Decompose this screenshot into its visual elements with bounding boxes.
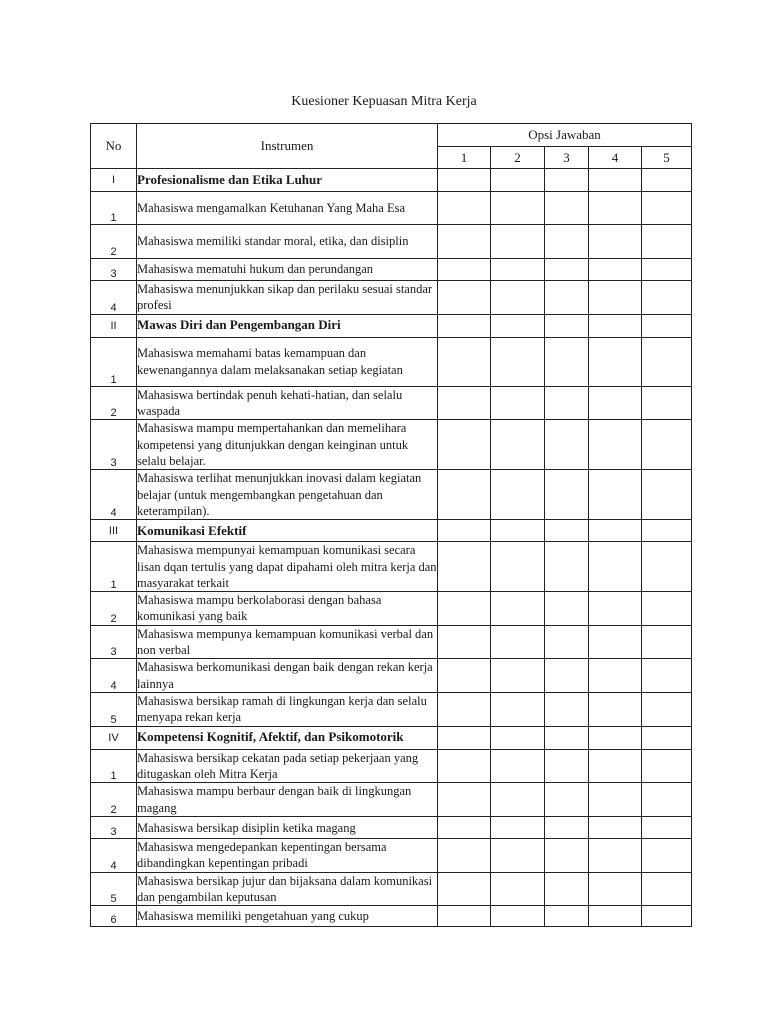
table-row: [91, 749, 692, 783]
item-text: Mahasiswa mampu berbaur dengan baik di lingkungan magang: [137, 783, 438, 817]
answer-cell-2[interactable]: [491, 839, 545, 873]
item-number: 5: [91, 872, 137, 906]
item-number: 3: [91, 259, 137, 281]
item-text: Mahasiswa menunjukkan sikap dan perilaku sesuai standar profesi: [137, 281, 438, 315]
header-opsi-jawaban: Opsi Jawaban: [438, 124, 692, 147]
answer-cell-2[interactable]: [491, 592, 545, 626]
answer-cell-1[interactable]: [438, 906, 491, 927]
answer-cell-4[interactable]: [589, 625, 642, 659]
answer-cell-4[interactable]: [589, 592, 642, 626]
answer-cell-4[interactable]: [589, 225, 642, 259]
item-number: 2: [91, 225, 137, 259]
header-option-2: 2: [491, 147, 545, 169]
table-row: [91, 906, 692, 927]
document-title: Kuesioner Kepuasan Mitra Kerja: [291, 94, 477, 109]
answer-cell-4[interactable]: [589, 386, 642, 420]
answer-cell-4: [589, 314, 642, 337]
table-row: [91, 470, 692, 520]
table-row: [91, 659, 692, 693]
answer-cell-3[interactable]: [545, 592, 589, 626]
answer-cell-1[interactable]: [438, 625, 491, 659]
answer-cell-4: [589, 169, 642, 192]
table-row: [91, 259, 692, 281]
section-title: Komunikasi Efektif: [137, 520, 438, 542]
answer-cell-5: [642, 314, 692, 337]
answer-cell-3[interactable]: [545, 906, 589, 927]
item-text: Mahasiswa bersikap cekatan pada setiap pekerjaan yang ditugaskan oleh Mitra Kerja: [137, 749, 438, 783]
table-row: [91, 625, 692, 659]
answer-cell-4: [589, 520, 642, 542]
section-number: II: [91, 314, 137, 337]
answer-cell-3[interactable]: [545, 225, 589, 259]
answer-cell-3[interactable]: [545, 192, 589, 225]
answer-cell-4[interactable]: [589, 337, 642, 386]
section-number: III: [91, 520, 137, 542]
answer-cell-4: [589, 726, 642, 749]
table-row: [91, 839, 692, 873]
answer-cell-4[interactable]: [589, 783, 642, 817]
item-text: Mahasiswa mematuhi hukum dan perundangan: [137, 259, 438, 281]
answer-cell-4[interactable]: [589, 259, 642, 281]
answer-cell-5[interactable]: [642, 470, 692, 520]
item-text: Mahasiswa mampu berkolaborasi dengan bahasa komunikasi yang baik: [137, 592, 438, 626]
answer-cell-5[interactable]: [642, 692, 692, 726]
item-text: Mahasiswa mampu mempertahankan dan memelihara kompetensi yang ditunjukkan dengan keinginan untuk selalu belajar.: [137, 420, 438, 470]
header-option-4: 4: [589, 147, 642, 169]
answer-cell-3[interactable]: [545, 337, 589, 386]
item-number: 4: [91, 659, 137, 693]
answer-cell-4[interactable]: [589, 281, 642, 315]
answer-cell-5[interactable]: [642, 281, 692, 315]
section-row: [91, 726, 692, 749]
answer-cell-1[interactable]: [438, 783, 491, 817]
table-row: [91, 386, 692, 420]
item-text: Mahasiswa bersikap jujur dan bijaksana dalam komunikasi dan pengambilan keputusan: [137, 872, 438, 906]
answer-cell-1[interactable]: [438, 225, 491, 259]
table-row: [91, 692, 692, 726]
answer-cell-4[interactable]: [589, 839, 642, 873]
answer-cell-3: [545, 314, 589, 337]
answer-cell-4[interactable]: [589, 749, 642, 783]
answer-cell-1[interactable]: [438, 337, 491, 386]
header-option-3: 3: [545, 147, 589, 169]
answer-cell-4[interactable]: [589, 906, 642, 927]
item-text: Mahasiswa memiliki pengetahuan yang cukup: [137, 906, 438, 927]
item-number: 6: [91, 906, 137, 927]
answer-cell-3[interactable]: [545, 386, 589, 420]
table-row: [91, 192, 692, 225]
answer-cell-1[interactable]: [438, 420, 491, 470]
answer-cell-5[interactable]: [642, 749, 692, 783]
answer-cell-3[interactable]: [545, 281, 589, 315]
answer-cell-4[interactable]: [589, 872, 642, 906]
item-text: Mahasiswa mempunyai kemampuan komunikasi secara lisan dqan tertulis yang dapat dipahami oleh mitra kerja dan masyarakat terkait: [137, 543, 437, 590]
section-title: Profesionalisme dan Etika Luhur: [137, 169, 438, 192]
item-text: Mahasiswa mempunya kemampuan komunikasi verbal dan non verbal: [137, 625, 438, 659]
item-number: 1: [91, 337, 137, 386]
answer-cell-2[interactable]: [491, 817, 545, 839]
answer-cell-5[interactable]: [642, 817, 692, 839]
answer-cell-1[interactable]: [438, 542, 491, 592]
answer-cell-4[interactable]: [589, 659, 642, 693]
header-option-1: 1: [438, 147, 491, 169]
answer-cell-5[interactable]: [642, 592, 692, 626]
item-number: 2: [91, 783, 137, 817]
item-number: 5: [91, 692, 137, 726]
answer-cell-1[interactable]: [438, 659, 491, 693]
answer-cell-2: [491, 169, 545, 192]
answer-cell-5[interactable]: [642, 192, 692, 225]
answer-cell-1[interactable]: [438, 749, 491, 783]
answer-cell-2[interactable]: [491, 783, 545, 817]
answer-cell-1[interactable]: [438, 192, 491, 225]
answer-cell-1[interactable]: [438, 470, 491, 520]
answer-cell-2: [491, 314, 545, 337]
answer-cell-3[interactable]: [545, 542, 589, 592]
questionnaire-table: [90, 123, 692, 927]
answer-cell-3[interactable]: [545, 659, 589, 693]
item-number: 2: [91, 592, 137, 626]
answer-cell-4[interactable]: [589, 420, 642, 470]
answer-cell-5[interactable]: [642, 839, 692, 873]
table-row: [91, 337, 692, 386]
item-number: 1: [91, 192, 137, 225]
answer-cell-2: [491, 726, 545, 749]
answer-cell-3: [545, 520, 589, 542]
answer-cell-4[interactable]: [589, 470, 642, 520]
item-text: Mahasiswa mengedepankan kepentingan bersama dibandingkan kepentingan pribadi: [137, 839, 438, 873]
header-instrumen: Instrumen: [137, 124, 438, 169]
answer-cell-3[interactable]: [545, 692, 589, 726]
answer-cell-5: [642, 726, 692, 749]
table-row: [91, 817, 692, 839]
answer-cell-5: [642, 169, 692, 192]
table-row: [91, 542, 692, 592]
section-row: [91, 314, 692, 337]
answer-cell-1[interactable]: [438, 692, 491, 726]
answer-cell-2[interactable]: [491, 625, 545, 659]
answer-cell-2[interactable]: [491, 420, 545, 470]
answer-cell-1[interactable]: [438, 839, 491, 873]
answer-cell-5[interactable]: [642, 337, 692, 386]
answer-cell-1[interactable]: [438, 872, 491, 906]
item-text: Mahasiswa bertindak penuh kehati-hatian, dan selalu waspada: [137, 386, 438, 420]
answer-cell-1[interactable]: [438, 281, 491, 315]
answer-cell-5[interactable]: [642, 872, 692, 906]
answer-cell-3: [545, 169, 589, 192]
answer-cell-3[interactable]: [545, 783, 589, 817]
answer-cell-2: [491, 520, 545, 542]
answer-cell-2[interactable]: [491, 906, 545, 927]
answer-cell-1: [438, 169, 491, 192]
table-row: [91, 872, 692, 906]
item-number: 4: [91, 281, 137, 315]
answer-cell-4[interactable]: [589, 692, 642, 726]
answer-cell-2[interactable]: [491, 692, 545, 726]
answer-cell-5: [642, 520, 692, 542]
answer-cell-1: [438, 520, 491, 542]
answer-cell-3[interactable]: [545, 749, 589, 783]
item-number: 1: [91, 749, 137, 783]
section-number: I: [91, 169, 137, 192]
table-row: [91, 420, 692, 470]
item-text: Mahasiswa terlihat menunjukkan inovasi dalam kegiatan belajar (untuk mengembangkan pengetahuan dan keterampilan).: [137, 470, 438, 520]
section-title: Kompetensi Kognitif, Afektif, dan Psikomotorik: [137, 726, 438, 749]
header-no: No: [91, 124, 137, 169]
item-text: Mahasiswa memiliki standar moral, etika, dan disiplin: [137, 225, 438, 259]
item-text: Mahasiswa bersikap disiplin ketika magang: [137, 817, 438, 839]
answer-cell-2[interactable]: [491, 659, 545, 693]
answer-cell-2[interactable]: [491, 749, 545, 783]
answer-cell-2[interactable]: [491, 281, 545, 315]
answer-cell-5[interactable]: [642, 542, 692, 592]
answer-cell-5[interactable]: [642, 659, 692, 693]
answer-cell-3[interactable]: [545, 839, 589, 873]
item-number: 4: [91, 839, 137, 873]
answer-cell-2[interactable]: [491, 872, 545, 906]
answer-cell-1: [438, 726, 491, 749]
section-title: Mawas Diri dan Pengembangan Diri: [137, 314, 438, 337]
item-number: 3: [91, 625, 137, 659]
table-row: [91, 281, 692, 315]
answer-cell-1[interactable]: [438, 259, 491, 281]
section-row: [91, 520, 692, 542]
answer-cell-5[interactable]: [642, 420, 692, 470]
answer-cell-4[interactable]: [589, 192, 642, 225]
item-text: Mahasiswa berkomunikasi dengan baik dengan rekan kerja lainnya: [137, 659, 438, 693]
answer-cell-2[interactable]: [491, 386, 545, 420]
item-number: 2: [91, 386, 137, 420]
answer-cell-2[interactable]: [491, 337, 545, 386]
table-row: [91, 592, 692, 626]
answer-cell-5[interactable]: [642, 906, 692, 927]
item-number: 1: [91, 542, 137, 592]
answer-cell-2[interactable]: [491, 542, 545, 592]
answer-cell-1[interactable]: [438, 386, 491, 420]
answer-cell-1[interactable]: [438, 592, 491, 626]
item-text: Mahasiswa memahami batas kemampuan dan kewenangannya dalam melaksanakan setiap kegiatan: [137, 337, 438, 386]
answer-cell-1[interactable]: [438, 817, 491, 839]
answer-cell-5[interactable]: [642, 625, 692, 659]
answer-cell-2[interactable]: [491, 225, 545, 259]
answer-cell-3[interactable]: [545, 625, 589, 659]
answer-cell-3[interactable]: [545, 872, 589, 906]
answer-cell-2[interactable]: [491, 192, 545, 225]
item-number: 3: [91, 420, 137, 470]
item-text: Mahasiswa mengamalkan Ketuhanan Yang Maha Esa: [137, 192, 438, 225]
section-number: IV: [91, 726, 137, 749]
item-text: Mahasiswa bersikap ramah di lingkungan kerja dan selalu menyapa rekan kerja: [137, 692, 438, 726]
item-number: 4: [91, 470, 137, 520]
answer-cell-3[interactable]: [545, 817, 589, 839]
answer-cell-5[interactable]: [642, 783, 692, 817]
answer-cell-4[interactable]: [589, 817, 642, 839]
table-row: [91, 783, 692, 817]
answer-cell-5[interactable]: [642, 259, 692, 281]
answer-cell-2[interactable]: [491, 470, 545, 520]
answer-cell-3[interactable]: [545, 420, 589, 470]
answer-cell-3: [545, 726, 589, 749]
answer-cell-5[interactable]: [642, 225, 692, 259]
answer-cell-4[interactable]: [589, 542, 642, 592]
section-row: [91, 169, 692, 192]
item-number: 3: [91, 817, 137, 839]
answer-cell-5[interactable]: [642, 386, 692, 420]
header-option-5: 5: [642, 147, 692, 169]
table-row: [91, 225, 692, 259]
answer-cell-3[interactable]: [545, 259, 589, 281]
answer-cell-1: [438, 314, 491, 337]
answer-cell-3[interactable]: [545, 470, 589, 520]
questionnaire-body: [91, 169, 692, 927]
answer-cell-2[interactable]: [491, 259, 545, 281]
